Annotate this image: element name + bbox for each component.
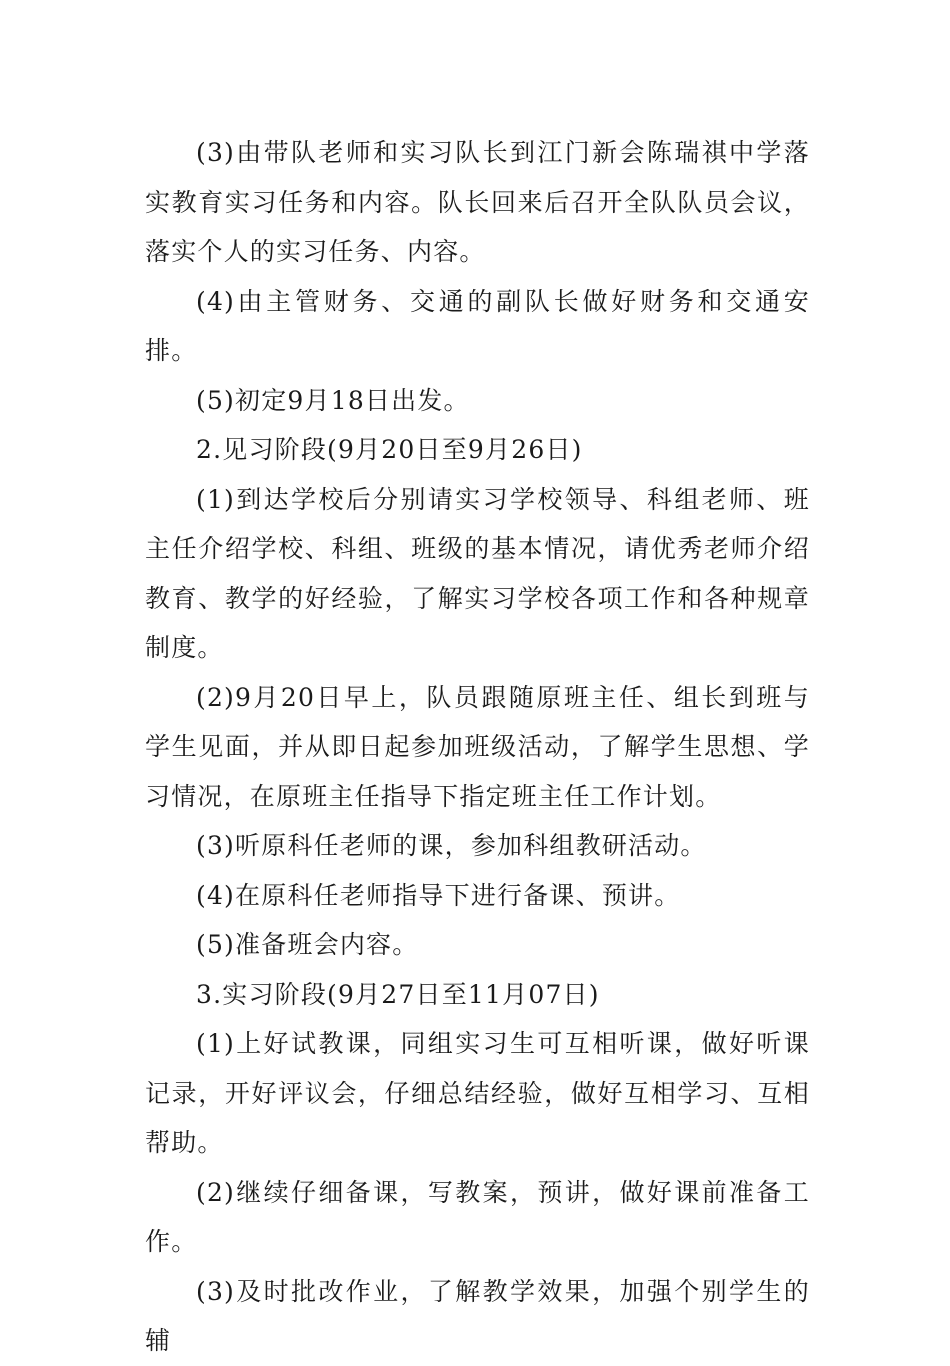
paragraph-observation-4: (4)在原科任老师指导下进行备课、预讲。 <box>196 880 681 910</box>
section-heading-internship: 3.实习阶段(9月27日至11月07日) <box>196 979 600 1009</box>
section-heading-observation: 2.见习阶段(9月20日至9月26日) <box>196 435 583 464</box>
paragraph-observation-5: (5)准备班会内容。 <box>196 930 419 959</box>
paragraph-observation-1: (1)到达学校后分别请实习学校领导、科组老师、班主任介绍学校、科组、班级的基本情况，请优秀老师介绍教育、教学的好经验，了解实习学校各项工作和各种规章制度。 <box>145 484 810 662</box>
paragraph-observation-2: (2)9月20日早上，队员跟随原班主任、组长到班与学生见面，并从即日起参加班级活动，了解学生思想、学习情况，在原班主任指导下指定班主任工作计划。 <box>145 682 810 811</box>
paragraph-internship-2: (2)继续仔细备课，写教案，预讲，做好课前准备工作。 <box>145 1177 810 1256</box>
paragraph-internship-1: (1)上好试教课，同组实习生可互相听课，做好听课记录，开好评议会，仔细总结经验，做好互相学习、互相帮助。 <box>145 1029 810 1157</box>
paragraph-prep-5: (5)初定9月18日出发。 <box>196 385 470 415</box>
document-body <box>145 128 810 1366</box>
paragraph-prep-4: (4)由主管财务、交通的副队长做好财务和交通安排。 <box>145 286 810 365</box>
paragraph-observation-3: (3)听原科任老师的课，参加科组教研活动。 <box>196 831 707 860</box>
paragraph-internship-3: (3)及时批改作业，了解教学效果，加强个别学生的辅 <box>145 1276 810 1355</box>
paragraph-prep-3: (3)由带队老师和实习队长到江门新会陈瑞祺中学落实教育实习任务和内容。队长回来后召开全队队员会议，落实个人的实习任务、内容。 <box>145 138 810 266</box>
